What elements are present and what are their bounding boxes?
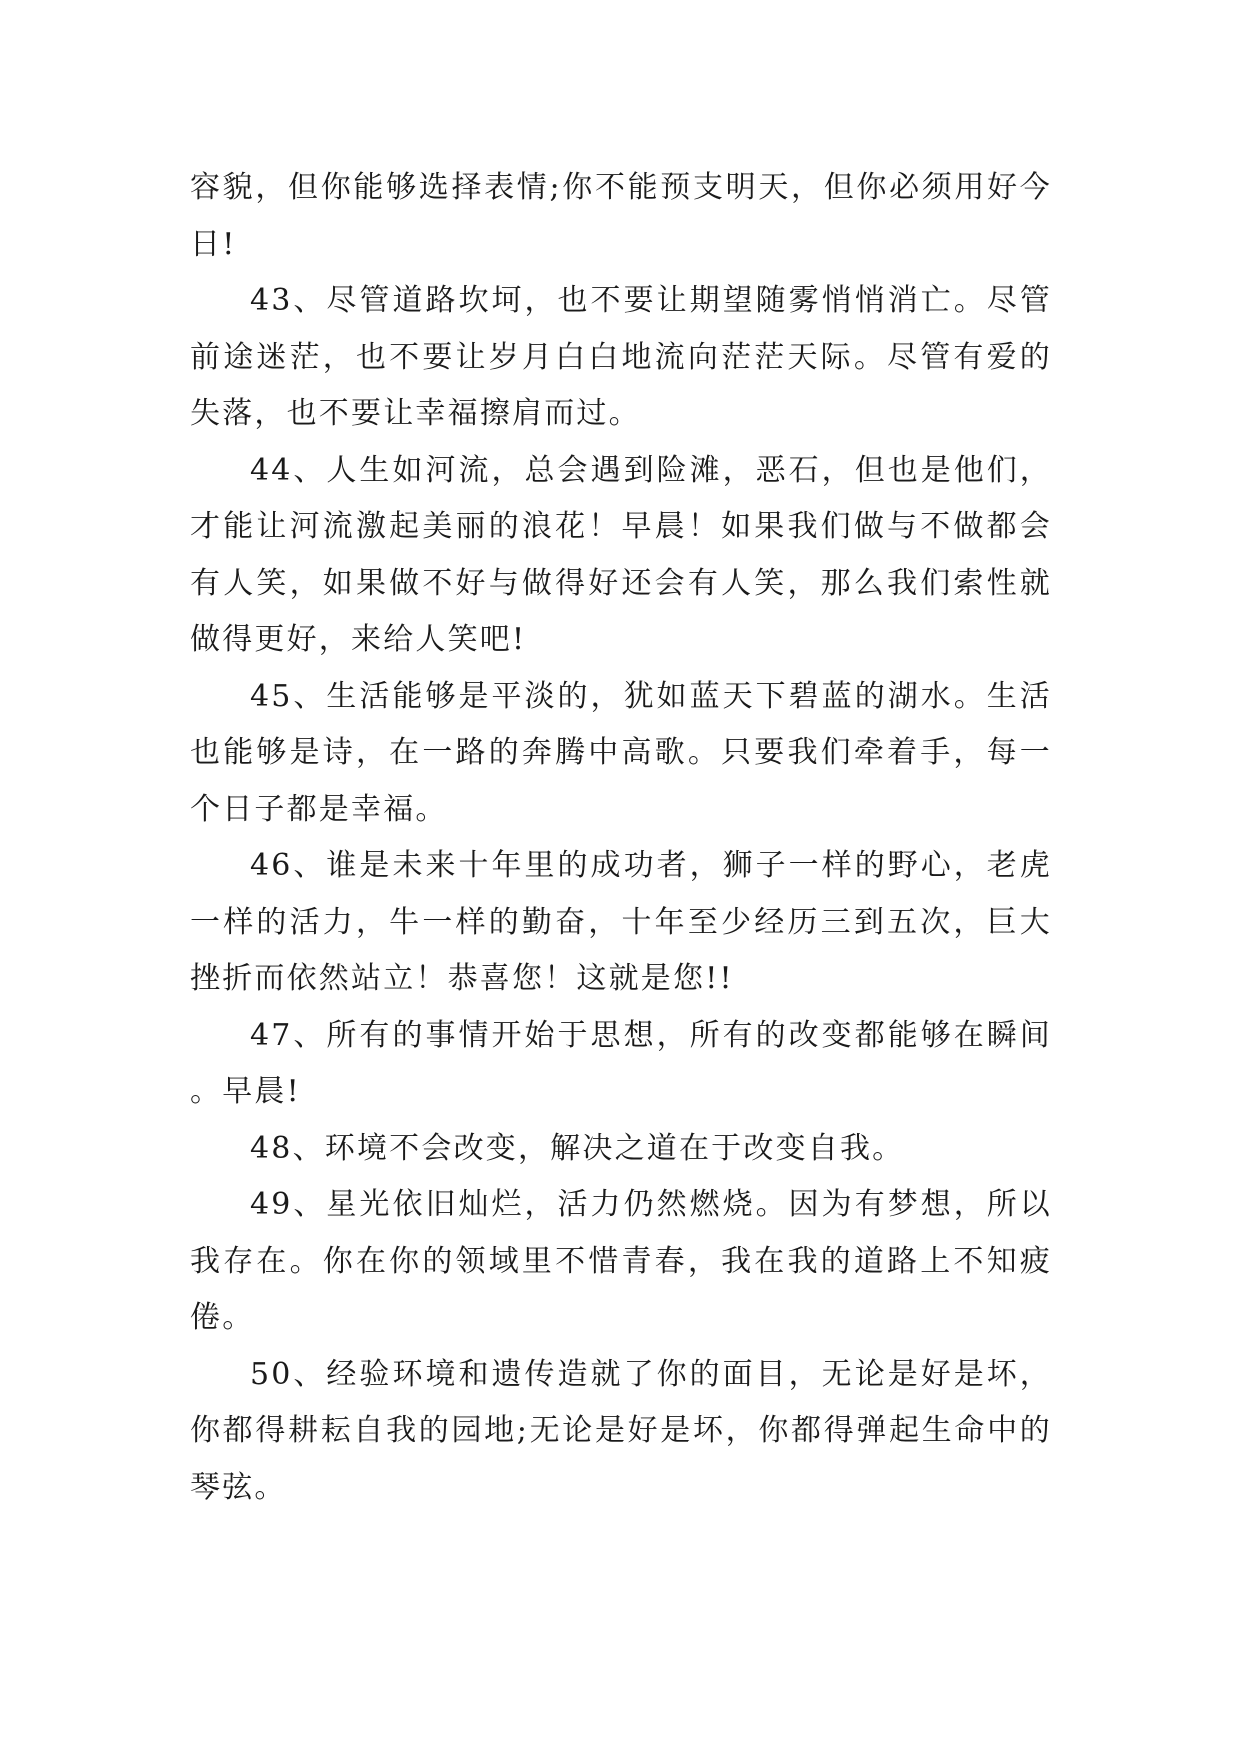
paragraph-46: 46、谁是未来十年里的成功者，狮子一样的野心，老虎一样的活力，牛一样的勤奋，十年至少经历三到五次，巨大挫折而依然站立！恭喜您！这就是您!! [190,848,1052,996]
paragraph-47: 47、所有的事情开始于思想，所有的改变都能够在瞬间。早晨! [190,1017,1052,1109]
paragraph-45: 45、生活能够是平淡的，犹如蓝天下碧蓝的湖水。生活也能够是诗，在一路的奔腾中高歌。只要我们牵着手，每一个日子都是幸福。 [190,678,1052,827]
paragraph-50: 50、经验环境和遗传造就了你的面目，无论是好是坏，你都得耕耘自我的园地;无论是好是坏，你都得弹起生命中的琴弦。 [190,1356,1052,1505]
paragraph-44: 44、人生如河流，总会遇到险滩，恶石，但也是他们，才能让河流激起美丽的浪花！早晨！如果我们做与不做都会有人笑，如果做不好与做得好还会有人笑，那么我们索性就做得更好，来给人笑吧! [190,452,1052,657]
document-body [190,160,1052,1516]
paragraph-49: 49、星光依旧灿烂，活力仍然燃烧。因为有梦想，所以我存在。你在你的领域里不惜青春，我在我的道路上不知疲倦。 [190,1187,1052,1335]
paragraph-43: 43、尽管道路坎坷，也不要让期望随雾悄悄消亡。尽管前途迷茫，也不要让岁月白白地流向茫茫天际。尽管有爱的失落，也不要让幸福擦肩而过。 [190,283,1052,431]
paragraph-continuation: 容貌，但你能够选择表情;你不能预支明天，但你必须用好今日! [190,170,1052,262]
paragraph-48: 48、环境不会改变，解决之道在于改变自我。 [250,1130,905,1166]
